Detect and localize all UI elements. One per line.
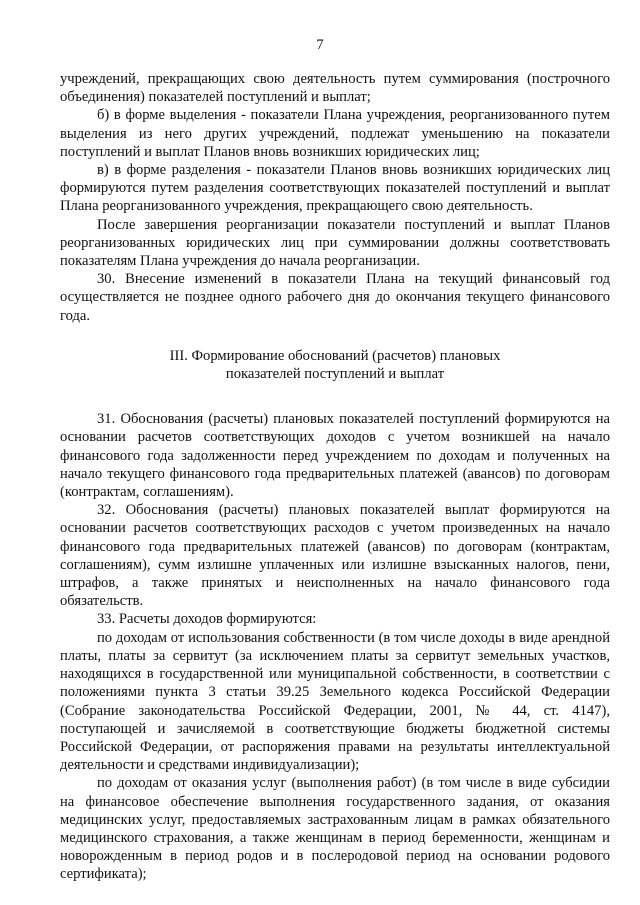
paragraph-item-v: в) в форме разделения - показатели Планов вновь возникших юридических лиц формируются путем разделения соответствующих показателей поступлений и выплат Плана реорганизованного учреждения, прекращающего свою деятельность. — [60, 162, 610, 215]
page-number: 7 — [316, 37, 324, 53]
document-body — [60, 70, 610, 884]
paragraph-30: 30. Внесение изменений в показатели Плана на текущий финансовый год осуществляется не позднее одного рабочего дня до окончания текущего финансового года. — [60, 271, 610, 324]
paragraph-33: 33. Расчеты доходов формируются: — [97, 611, 317, 628]
paragraph-after-reorganization: После завершения реорганизации показатели поступлений и выплат Планов реорганизованных юридических лиц при суммировании должны соответствовать показателям Плана учреждения до начала реорганизации. — [60, 216, 610, 270]
paragraph-continuation: учреждений, прекращающих свою деятельность путем суммирования (построчного объединения) показателей поступлений и выплат; — [60, 71, 610, 106]
section-content — [60, 410, 610, 883]
section-heading-line-2: показателей поступлений и выплат — [225, 366, 445, 383]
section-heading — [60, 347, 610, 383]
paragraph-32: 32. Обоснования (расчеты) плановых показателей выплат формируются на основании расчетов соответствующих расходов с учетом произведенных на начало финансового года предварительных платежей (авансов) по договорам (контрактам, соглашениям), сумм излишне уплаченных или излишне взысканных налогов, пени, штрафов, а также принятых и неисполненных на начало финансового года обязательств. — [60, 502, 610, 610]
paragraph-item-b: б) в форме выделения - показатели Плана учреждения, реорганизованного путем выделения из него других учреждений, подлежат уменьшению на показатели поступлений и выплат Планов вновь возникших юридических лиц; — [60, 107, 610, 160]
paragraph-property-income: по доходам от использования собственности (в том числе доходы в виде арендной платы, платы за сервитут (за исключением платы за сервитут земельных участков, находящихся в государственной или муниципальной собственности, в соответствии с положениями пункта 3 статьи 39.25 Земельного кодекса Российской Федерации (Собрание законодательства Российской Федерации, 2001, № 44, ст. 4147), поступающей и зачисляемой в соответствующие бюджеты бюджетной системы Российской Федерации, от распоряжения правами на результаты интеллектуальной деятельности и средствами индивидуализации); — [60, 629, 610, 774]
paragraph-31: 31. Обоснования (расчеты) плановых показателей поступлений формируются на основании расчетов соответствующих доходов с учетом возникшей на начало финансового года задолженности перед учреждением по доходам и полученных на начало текущего финансового года предварительных платежей (авансов) по договорам (контрактам, соглашениям). — [60, 411, 610, 501]
paragraph-services-income: по доходам от оказания услуг (выполнения работ) (в том числе в виде субсидии на финансовое обеспечение выполнения государственного задания, от оказания медицинских услуг, предоставляемых застрахованным лицам в рамках обязательного медицинского страхования, а также женщинам в период беременности, женщинам и новорожденным в период родов и в послеродовой период на основании родового сертификата); — [60, 775, 610, 883]
section-heading-line-1: III. Формирование обоснований (расчетов) плановых — [169, 347, 501, 364]
